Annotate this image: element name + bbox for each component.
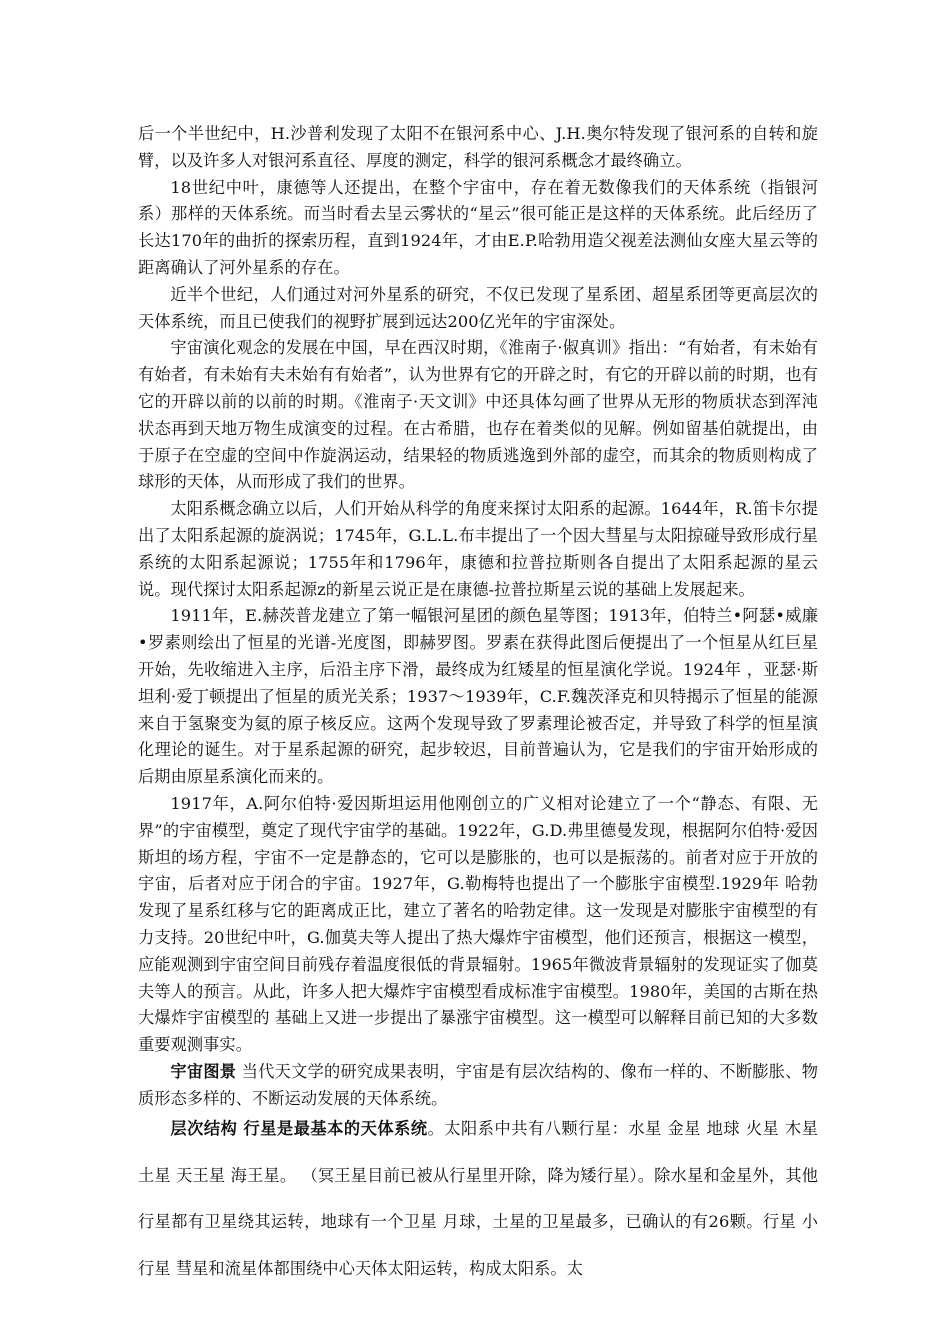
- paragraph-6: 1911年，E.赫茨普龙建立了第一幅银河星团的颜色星等图；1913年，伯特兰•阿瑟•威廉•罗素则绘出了恒星的光谱-光度图，即赫罗图。罗素在获得此图后便提出了一个恒星从红巨星开始，先收缩进入主序，后沿主序下滑，最终成为红矮星的恒星演化学说。1924年 ，亚瑟·斯坦利·爱丁顿提出了恒星的质光关系；1937～1939年，C.F.魏茨泽克和贝特揭示了恒星的能源来自于氢聚变为氦的原子核反应。这两个发现导致了罗素理论被否定，并导致了科学的恒星演化理论的诞生。对于星系起源的研究，起步较迟，目前普遍认为，它是我们的宇宙开始形成的后期由原星系演化而来的。: [138, 606, 818, 787]
- paragraph-5: 太阳系概念确立以后，人们开始从科学的角度来探讨太阳系的起源。1644年，R.笛卡尔提出了太阳系起源的旋涡说；1745年，G.L.L.布丰提出了一个因大彗星与太阳掠碰导致形成行星系统的太阳系起源说；1755年和1796年，康德和拉普拉斯则各自提出了太阳系起源的星云说。现代探讨太阳系起源z的新星云说正是在康德-拉普拉斯星云说的基础上发展起来。: [138, 499, 818, 599]
- paragraph-3: 近半个世纪，人们通过对河外星系的研究，不仅已发现了星系团、超星系团等更高层次的天体系统，而且已使我们的视野扩展到远达200亿光年的宇宙深处。: [138, 284, 818, 331]
- paragraph-7: 1917年，A.阿尔伯特·爱因斯坦运用他刚创立的广义相对论建立了一个“静态、有限、无界”的宇宙模型，奠定了现代宇宙学的基础。1922年，G.D.弗里德曼发现，根据阿尔伯特·爱因斯坦的场方程，宇宙不一定是静态的，它可以是膨胀的，也可以是振荡的。前者对应于开放的宇宙，后者对应于闭合的宇宙。1927年，G.勒梅特也提出了一个膨胀宇宙模型.1929年 哈勃发现了星系红移与它的距离成正比，建立了著名的哈勃定律。这一发现是对膨胀宇宙模型的有力支持。20世纪中叶，G.伽莫夫等人提出了热大爆炸宇宙模型，他们还预言，根据这一模型，应能观测到宇宙空间目前残存着温度很低的背景辐射。1965年微波背景辐射的发现证实了伽莫夫等人的预言。从此，许多人把大爆炸宇宙模型看成标准宇宙模型。1980年，美国的古斯在热大爆炸宇宙模型的 基础上又进一步提出了暴涨宇宙模型。这一模型可以解释目前已知的大多数重要观测事实。: [138, 793, 818, 1055]
- paragraph-1: 后一个半世纪中，H.沙普利发现了太阳不在银河系中心、J.H.奥尔特发现了银河系的自转和旋臂，以及许多人对银河系直径、厚度的测定，科学的银河系概念才最终确立。: [138, 124, 818, 170]
- section-universe-text: 当代天文学的研究成果表明，宇宙是有层次结构的、像布一样的、不断膨胀、物质形态多样的、不断运动发展的天体系统。: [138, 1061, 818, 1108]
- section-universe-heading: 宇宙图景: [170, 1061, 237, 1081]
- paragraph-2: 18世纪中叶，康德等人还提出，在整个宇宙中，存在着无数像我们的天体系统（指银河系）那样的天体系统。而当时看去呈云雾状的“星云”很可能正是这样的天体系统。此后经历了长达170年的曲折的探索历程，直到1924年，才由E.P.哈勃用造父视差法测仙女座大星云等的距离确认了河外星系的存在。: [138, 177, 818, 277]
- section-universe-paragraph: [138, 1059, 818, 1113]
- section-hierarchy-paragraph: [138, 1106, 818, 1292]
- document-page: [138, 121, 818, 1292]
- section-hierarchy-heading: 层次结构 行星是最基本的天体系统: [170, 1119, 428, 1139]
- paragraph-4: 宇宙演化观念的发展在中国，早在西汉时期，《淮南子·俶真训》指出：“有始者，有未始有有始者，有未始有夫未始有有始者”，认为世界有它的开辟之时，有它的开辟以前的时期，也有它的开辟以前的以前的时期。《淮南子·天文训》中还具体勾画了世界从无形的物质状态到浑沌状态再到天地万物生成演变的过程。在古希腊，也存在着类似的见解。例如留基伯就提出，由于原子在空虚的空间中作旋涡运动，结果轻的物质逃逸到外部的虚空，而其余的物质则构成了球形的天体，从而形成了我们的世界。: [138, 338, 818, 492]
- section-hierarchy-text: 。太阳系中共有八颗行星：水星 金星 地球 火星 木星 土星 天王星 海王星。 （冥王星目前已被从行星里开除，降为矮行星）。除水星和金星外，其他行星都有卫星绕其运转，地球有一个卫星 月球，土星的卫星最多，已确认的有26颗。行星 小行星 彗星和流星体都围绕中心天体太阳运转，构成太阳系。太: [138, 1119, 818, 1278]
